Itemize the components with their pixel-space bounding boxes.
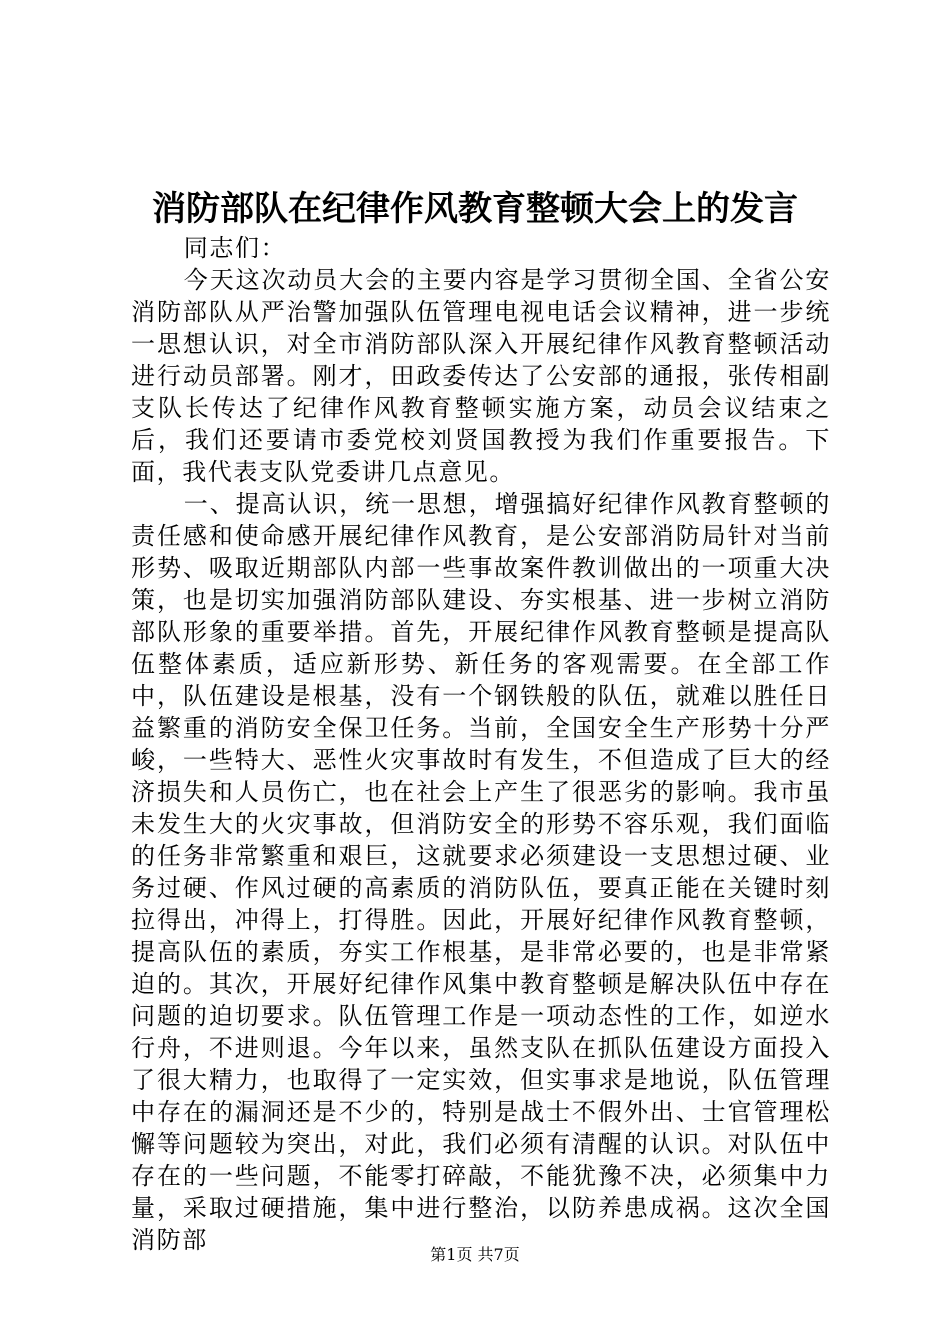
paragraph-intro: 今天这次动员大会的主要内容是学习贯彻全国、全省公安消防部队从严治警加强队伍管理电视电话会议精神，进一步统一思想认识，对全市消防部队深入开展纪律作风教育整顿活动进行动员部署。刚才，田政委传达了公安部的通报，张传相副支队长传达了纪律作风教育整顿实施方案，动员会议结束之后，我们还要请市委党校刘贤国教授为我们作重要报告。下面，我代表支队党委讲几点意见。 <box>131 266 831 486</box>
page-footer: 第1页 共7页 <box>430 1245 520 1264</box>
salutation: 同志们： <box>183 234 287 262</box>
paragraph-section-one: 一、提高认识，统一思想，增强搞好纪律作风教育整顿的责任感和使命感开展纪律作风教育，是公安部消防局针对当前形势、吸取近期部队内部一些事故案件教训做出的一项重大决策，也是切实加强消防部队建设、夯实根基、进一步树立消防部队形象的重要举措。首先，开展纪律作风教育整顿是提高队伍整体素质，适应新形势、新任务的客观需要。在全部工作中，队伍建设是根基，没有一个钢铁般的队伍，就难以胜任日益繁重的消防安全保卫任务。当前，全国安全生产形势十分严峻，一些特大、恶性火灾事故时有发生，不但造成了巨大的经济损失和人员伤亡，也在社会上产生了很恶劣的影响。我市虽未发生大的火灾事故，但消防安全的形势不容乐观，我们面临的任务非常繁重和艰巨，这就要求必须建设一支思想过硬、业务过硬、作风过硬的高素质的消防队伍，要真正能在关键时刻拉得出，冲得上，打得胜。因此，开展好纪律作风教育整顿，提高队伍的素质，夯实工作根基，是非常必要的，也是非常紧迫的。其次，开展好纪律作风集中教育整顿是解决队伍中存在问题的迫切要求。队伍管理工作是一项动态性的工作，如逆水行舟，不进则退。今年以来，虽然支队在抓队伍建设方面投入了很大精力，也取得了一定实效，但实事求是地说，队伍管理中存在的漏洞还是不少的，特别是战士不假外出、士官管理松懈等问题较为突出，对此，我们必须有清醒的认识。对队伍中存在的一些问题，不能零打碎敲，不能犹豫不决，必须集中力量，采取过硬措施，集中进行整治，以防养患成祸。这次全国消防部 <box>131 490 831 1254</box>
document-title: 消防部队在纪律作风教育整顿大会上的发言 <box>152 189 798 229</box>
document-body <box>131 232 831 1256</box>
